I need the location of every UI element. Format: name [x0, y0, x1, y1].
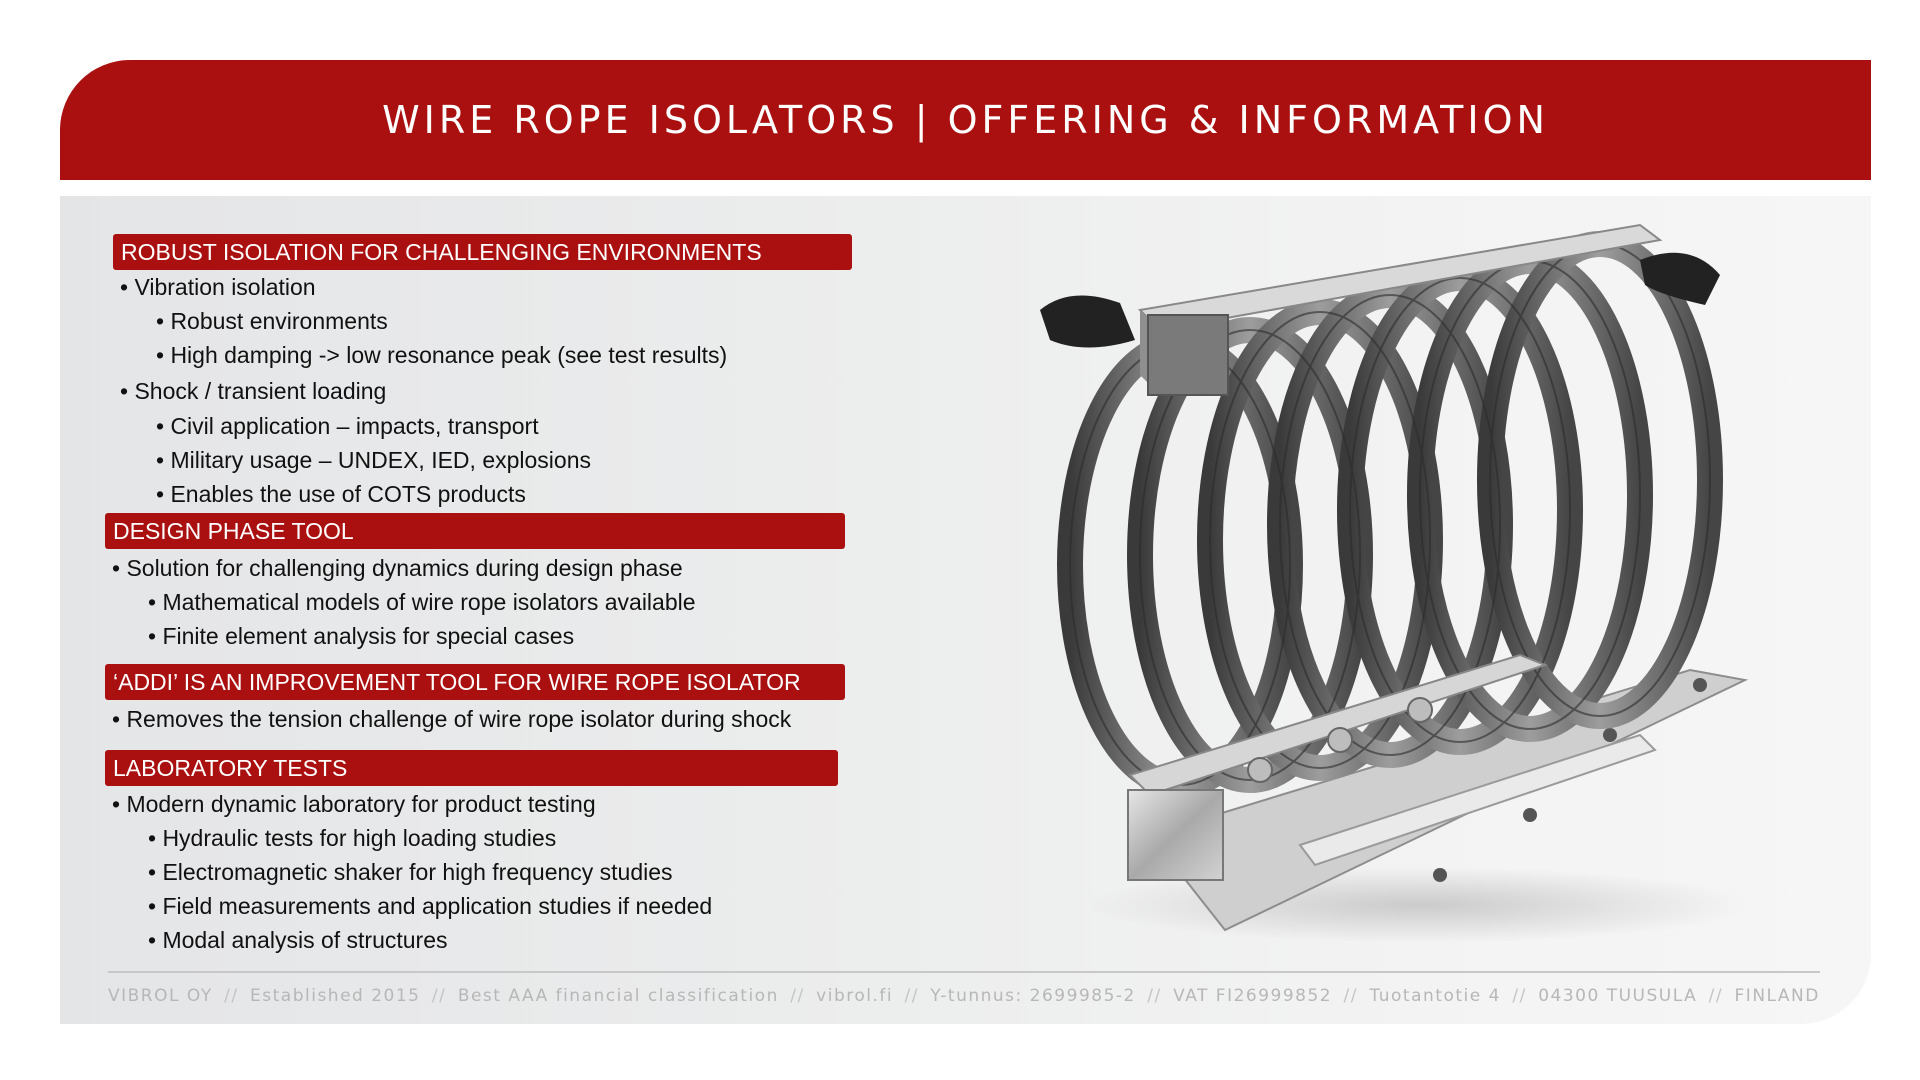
list-item: • Removes the tension challenge of wire rope isolator during shock [112, 706, 792, 732]
list-item: • Shock / transient loading [120, 378, 387, 404]
footer-city: 04300 TUUSULA [1538, 986, 1698, 1006]
section-header-addi [105, 664, 845, 700]
list-item: • Field measurements and application studies if needed [148, 893, 713, 919]
section-title: LABORATORY TESTS [113, 755, 348, 781]
rope-end-cap-left [1040, 295, 1135, 347]
list-item: • Enables the use of COTS products [156, 481, 526, 507]
bolt [1328, 728, 1352, 752]
list-item: • Robust environments [156, 308, 388, 334]
top-bar-end [1148, 315, 1228, 395]
rope-end-cap-right [1640, 253, 1720, 305]
list-item: • Hydraulic tests for high loading studies [148, 825, 557, 851]
footer-street: Tuotantotie 4 [1369, 986, 1501, 1006]
footer-company: VIBROL OY [108, 986, 213, 1006]
footer-separator: // [1708, 986, 1724, 1006]
section-title: ‘ADDI’ IS AN IMPROVEMENT TOOL FOR WIRE ROPE ISOLATOR [113, 669, 801, 695]
footer-separator: // [224, 986, 239, 1006]
section-header-robust-isolation [113, 234, 852, 270]
bottom-bar-end [1128, 790, 1223, 880]
footer-vat: VAT FI26999852 [1173, 986, 1333, 1006]
title-banner [60, 60, 1871, 180]
list-item: • Vibration isolation [120, 274, 316, 300]
footer-divider [108, 971, 1820, 973]
list-item: • Military usage – UNDEX, IED, explosions [156, 447, 591, 473]
footer-separator: // [1147, 986, 1162, 1006]
list-item: • Electromagnetic shaker for high frequency studies [148, 859, 673, 885]
footer-classification: Best AAA financial classification [457, 986, 779, 1006]
bolt [1408, 698, 1432, 722]
mount-hole [1523, 808, 1537, 822]
section-header-laboratory-tests [105, 750, 838, 786]
mount-hole [1603, 728, 1617, 742]
footer-separator: // [904, 986, 919, 1006]
mount-hole [1433, 868, 1447, 882]
page-title: WIRE ROPE ISOLATORS | OFFERING & INFORMATION [382, 98, 1549, 142]
footer-info [108, 986, 1820, 1006]
list-item: • Finite element analysis for special cases [148, 623, 575, 649]
footer-business-id: Y-tunnus: 2699985-2 [930, 986, 1136, 1006]
list-item: • Mathematical models of wire rope isolators available [148, 589, 696, 615]
list-item: • Modern dynamic laboratory for product testing [112, 791, 596, 817]
wire-rope-isolator-image [1000, 215, 1780, 955]
bolt [1248, 758, 1272, 782]
footer-established: Established 2015 [250, 986, 421, 1006]
footer-separator: // [1512, 986, 1527, 1006]
list-item: • Modal analysis of structures [148, 927, 448, 953]
section-header-design-phase-tool [105, 513, 845, 549]
list-item: • High damping -> low resonance peak (see test results) [156, 342, 728, 368]
list-item: • Solution for challenging dynamics during design phase [112, 555, 683, 581]
section-title: ROBUST ISOLATION FOR CHALLENGING ENVIRONMENTS [121, 239, 762, 265]
footer-separator: // [1343, 986, 1359, 1006]
footer-separator: // [431, 986, 447, 1006]
section-title: DESIGN PHASE TOOL [113, 518, 354, 544]
footer-country: FINLAND [1734, 986, 1820, 1006]
footer-separator: // [790, 986, 805, 1006]
footer-website: vibrol.fi [816, 986, 894, 1006]
mount-hole [1693, 678, 1707, 692]
list-item: • Civil application – impacts, transport [156, 413, 539, 439]
